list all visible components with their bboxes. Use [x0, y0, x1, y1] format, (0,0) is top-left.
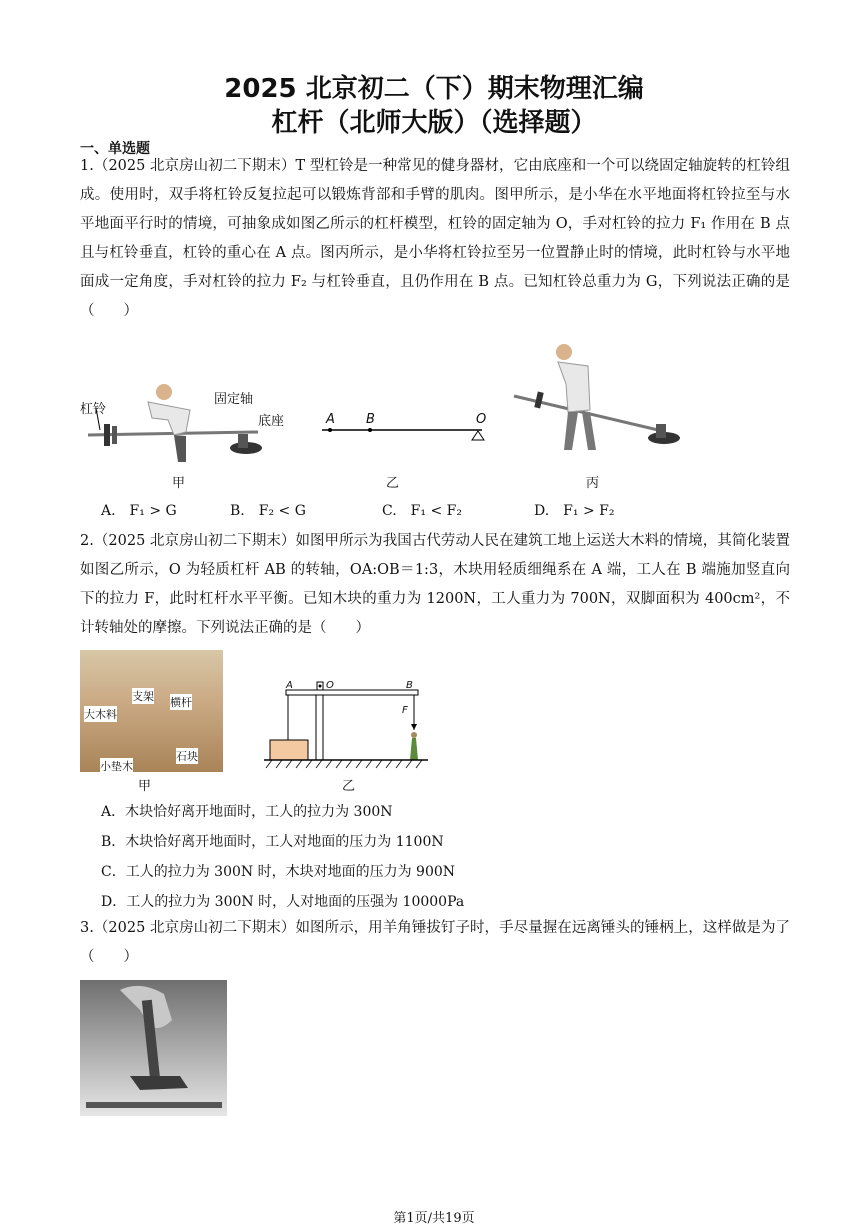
q1-option-c[interactable]: C. F₁ < F₂: [382, 503, 462, 519]
q2-option-b[interactable]: B．木块恰好离开地面时，工人对地面的压力为 1100N: [101, 834, 444, 850]
label-point-o: O: [476, 412, 487, 427]
diagram-label-b: B: [406, 680, 413, 691]
question-2-text: 2.（2025 北京房山初二下期末）如图甲所示为我国古代劳动人民在建筑工地上运送大木料的情境，其简化装置如图乙所示，O 为轻质杠杆 AB 的转轴，OA:OB＝1:3，木块用轻质细绳系在 A 端，工人在 B 端施加竖直向下的拉力 F，此时杠杆水平平衡。已知木块的重力为 1200N，工人重力为 700N，双脚面积为 400cm²，不计转轴处的摩擦。下列说法正确的是（ ）: [80, 533, 790, 636]
page-footer: 第1页/共19页: [393, 1211, 475, 1226]
q1-option-d[interactable]: D. F₁ > F₂: [534, 503, 615, 519]
photo-label-timber: 大木料: [84, 708, 117, 721]
figure-q2-jia-photo: [80, 650, 223, 772]
q2-option-d[interactable]: D．工人的拉力为 300N 时，人对地面的压强为 10000Pa: [101, 894, 465, 910]
q1-option-a[interactable]: A. F₁ > G: [101, 503, 177, 519]
figure-q1-yi: [318, 412, 488, 442]
diagram-label-o: O: [326, 680, 334, 691]
section-heading: 一、单选题: [80, 141, 150, 157]
caption-q1-bing: 丙: [586, 476, 600, 491]
diagram-label-a: A: [286, 680, 293, 691]
figure-q1-bing: [508, 340, 688, 460]
page-subtitle: 杠杆（北师大版）（选择题）: [271, 108, 597, 138]
question-3-text: 3.（2025 北京房山初二下期末）如图所示，用羊角锤拔钉子时，手尽量握在远离锤头的锤柄上，这样做是为了（ ）: [80, 920, 790, 965]
photo-label-small-block: 小垫木: [100, 760, 133, 773]
figure-q2-yi: [260, 680, 432, 772]
q1-option-b[interactable]: B. F₂ < G: [230, 503, 306, 519]
q2-option-c[interactable]: C．工人的拉力为 300N 时，木块对地面的压力为 900N: [101, 864, 456, 880]
label-barbell: 杠铃: [80, 402, 107, 417]
caption-q2-jia: 甲: [138, 779, 152, 794]
photo-label-stone: 石块: [176, 750, 198, 763]
photo-label-crossbar: 横杆: [170, 696, 192, 709]
label-point-b: B: [366, 412, 375, 427]
figure-q3-hammer-photo: [80, 980, 227, 1116]
diagram-label-f: F: [402, 705, 408, 716]
caption-q1-jia: 甲: [172, 476, 186, 491]
page-title: 2025 北京初二（下）期末物理汇编: [224, 74, 644, 104]
label-base: 底座: [258, 414, 285, 429]
q2-option-a[interactable]: A．木块恰好离开地面时，工人的拉力为 300N: [101, 804, 393, 820]
label-fixed-axis: 固定轴: [214, 392, 254, 407]
label-point-a: A: [326, 412, 335, 427]
photo-label-support: 支架: [132, 690, 154, 703]
caption-q2-yi: 乙: [342, 779, 356, 794]
question-1-text: 1.（2025 北京房山初二下期末）T 型杠铃是一种常见的健身器材，它由底座和一个可以绕固定轴旋转的杠铃组成。使用时，双手将杠铃反复拉起可以锻炼背部和手臂的肌肉。图甲所示，是小华在水平地面将杠铃拉至与水平地面平行时的情境，可抽象成如图乙所示的杠杆模型，杠铃的固定轴为 O，手对杠铃的拉力 F₁ 作用在 B 点且与杠铃垂直，杠铃的重心在 A 点。图丙所示，是小华将杠铃拉至另一位置静止时的情境，此时杠铃与水平地面成一定角度，手对杠铃的拉力 F₂ 与杠铃垂直，且仍作用在 B 点。已知杠铃总重力为 G，下列说法正确的是（ ）: [80, 158, 790, 319]
caption-q1-yi: 乙: [386, 476, 400, 491]
